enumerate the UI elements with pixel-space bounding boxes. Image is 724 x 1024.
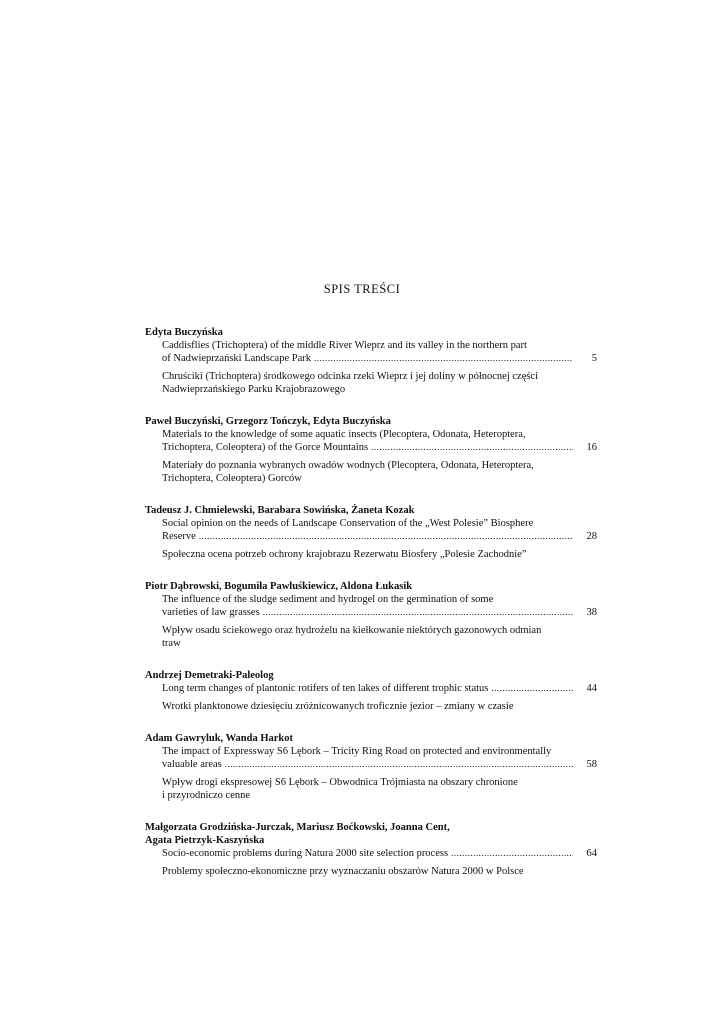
toc-entry-english-title: Social opinion on the needs of Landscape Conservation of the „West Polesie” Biosphere bbox=[162, 518, 534, 529]
toc-entry-english-title: Caddisflies (Trichoptera) of the middle River Wieprz and its valley in the northern part bbox=[162, 340, 527, 351]
toc-entry-english-title: Materials to the knowledge of some aquatic insects (Plecoptera, Odonata, Heteroptera, bbox=[162, 429, 526, 440]
dot-leader bbox=[491, 682, 573, 695]
table-of-contents bbox=[145, 326, 597, 897]
dot-leader bbox=[371, 441, 573, 454]
toc-entry-polish-title: Chruściki (Trichoptera) środkowego odcinka rzeki Wieprz i jej doliny w północnej części bbox=[162, 371, 539, 382]
toc-entry-english-title: Long term changes of plantonic rotifers of ten lakes of different trophic status bbox=[162, 683, 489, 694]
toc-entry-page-number: 5 bbox=[591, 353, 597, 364]
toc-entry bbox=[145, 326, 597, 396]
toc-entry-polish-title: i przyrodniczo cenne bbox=[162, 790, 251, 801]
toc-entry-polish-title: Materiały do poznania wybranych owadów wodnych (Plecoptera, Odonata, Heteroptera, bbox=[162, 460, 534, 471]
toc-entry-polish-title: traw bbox=[162, 638, 181, 649]
toc-entry-authors: Edyta Buczyńska bbox=[145, 327, 223, 338]
page-title: SPIS TREŚCI bbox=[323, 282, 401, 296]
toc-entry-authors: Tadeusz J. Chmielewski, Barabara Sowińska, Żaneta Kozak bbox=[145, 505, 415, 516]
dot-leader bbox=[199, 530, 573, 543]
toc-entry bbox=[145, 415, 597, 485]
toc-entry-polish-title: Nadwieprzańskiego Parku Krajobrazowego bbox=[162, 384, 346, 395]
toc-entry-page-number: 64 bbox=[586, 848, 597, 859]
toc-entry-english-title: Socio-economic problems during Natura 2000 site selection process bbox=[162, 848, 449, 859]
toc-entry-page-number: 16 bbox=[586, 442, 597, 453]
toc-entry-polish-title: Wpływ drogi ekspresowej S6 Lębork – Obwodnica Trójmiasta na obszary chronione bbox=[162, 777, 518, 788]
toc-entry-polish-title: Problemy społeczno-ekonomiczne przy wyznaczaniu obszarów Natura 2000 w Polsce bbox=[162, 866, 524, 877]
toc-entry-authors: Adam Gawryluk, Wanda Harkot bbox=[145, 733, 293, 744]
toc-entry-authors: Małgorzata Grodzińska-Jurczak, Mariusz Boćkowski, Joanna Cent, bbox=[145, 822, 450, 833]
toc-entry-page-number: 58 bbox=[586, 759, 597, 770]
toc-entry bbox=[145, 732, 597, 802]
toc-entry-polish-title: Wpływ osadu ściekowego oraz hydrożelu na kiełkowanie niektórych gazonowych odmian bbox=[162, 625, 542, 636]
dot-leader bbox=[263, 606, 573, 619]
toc-entry-page-number: 28 bbox=[586, 531, 597, 542]
toc-entry-page-number: 44 bbox=[586, 683, 597, 694]
toc-entry bbox=[145, 821, 597, 878]
toc-entry-english-title: Trichoptera, Coleoptera) of the Gorce Mountains bbox=[162, 442, 369, 453]
toc-entry-polish-title: Wrotki planktonowe dziesięciu zróżnicowanych troficznie jezior – zmiany w czasie bbox=[162, 701, 514, 712]
dot-leader bbox=[225, 758, 573, 771]
toc-entry bbox=[145, 504, 597, 561]
dot-leader bbox=[314, 352, 573, 365]
toc-entry-authors: Andrzej Demetraki-Paleolog bbox=[145, 670, 274, 681]
toc-entry-english-title: Reserve bbox=[162, 531, 196, 542]
toc-entry-authors: Piotr Dąbrowski, Bogumiła Pawluśkiewicz, Aldona Łukasik bbox=[145, 581, 413, 592]
toc-entry-page-number: 38 bbox=[586, 607, 597, 618]
toc-entry-english-title: valuable areas bbox=[162, 759, 222, 770]
toc-entry-english-title: varieties of law grasses bbox=[162, 607, 260, 618]
toc-entry-english-title: The impact of Expressway S6 Lębork – Tricity Ring Road on protected and environmentally bbox=[162, 746, 552, 757]
toc-entry-authors: Agata Pietrzyk-Kaszyńska bbox=[145, 835, 265, 846]
toc-entry-polish-title: Społeczna ocena potrzeb ochrony krajobrazu Rezerwatu Biosfery „Polesie Zachodnie” bbox=[162, 549, 527, 560]
toc-entry-english-title: The influence of the sludge sediment and hydrogel on the germination of some bbox=[162, 594, 494, 605]
toc-entry bbox=[145, 669, 597, 713]
toc-entry-authors: Paweł Buczyński, Grzegorz Tończyk, Edyta Buczyńska bbox=[145, 416, 391, 427]
dot-leader bbox=[451, 847, 573, 860]
toc-entry-english-title: of Nadwieprzański Landscape Park bbox=[162, 353, 311, 364]
toc-entry-polish-title: Trichoptera, Coleoptera) Gorców bbox=[162, 473, 302, 484]
toc-entry bbox=[145, 580, 597, 650]
